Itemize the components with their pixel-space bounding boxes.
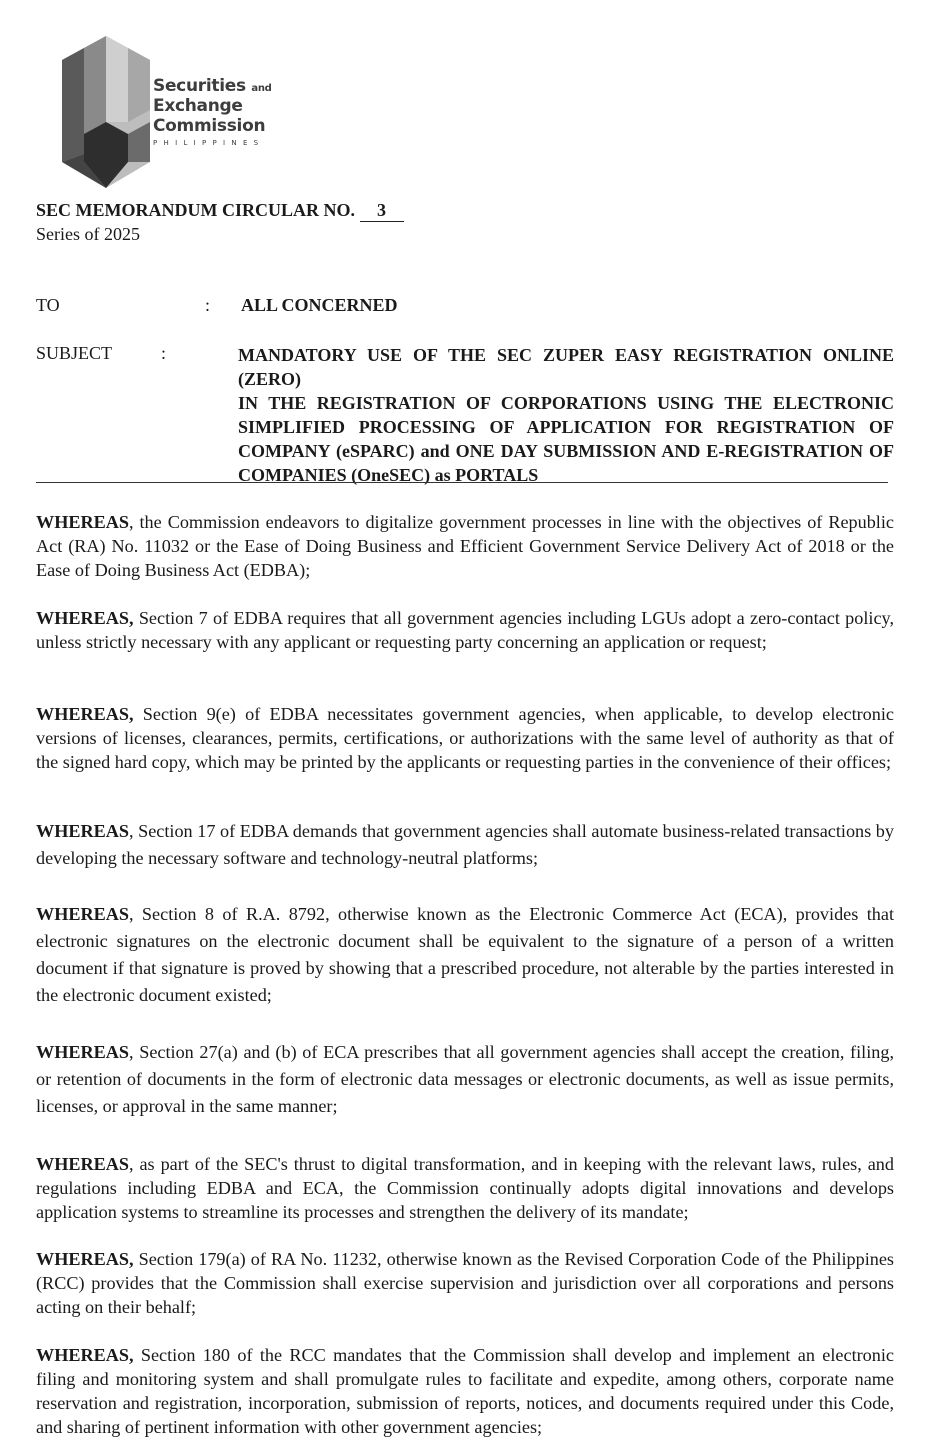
paragraph-text: , Section 27(a) and (b) of ECA prescribes that all government agencies shall accept the creation, filing, or retention of documents in the form of electronic data messages or electronic documents, as well as issue permits, licenses, or approval in the same manner; <box>36 1042 894 1116</box>
subject-line: IN THE REGISTRATION OF CORPORATIONS USING THE ELECTRONIC <box>238 393 894 413</box>
whereas-paragraph-7 <box>36 1152 894 1224</box>
subject-value <box>238 343 894 487</box>
logo-line-country: PHILIPPINES <box>153 139 265 147</box>
paragraph-text: Section 180 of the RCC mandates that the Commission shall develop and implement an electronic filing and monitoring system and shall promulgate rules to facilitate and expedite, among others, corporate name reservation and registration, incorporation, submission of reports, notices, and documents required under this Code, and sharing of pertinent information with other government agencies; <box>36 1345 894 1437</box>
paragraph-text: Section 7 of EDBA requires that all government agencies including LGUs adopt a zero-contact policy, unless strictly necessary with any applicant or requesting party concerning an application or request; <box>36 608 894 652</box>
subject-colon: : <box>161 343 167 363</box>
whereas-keyword: WHEREAS <box>36 1154 129 1174</box>
subject-line: COMPANIES (OneSEC) as PORTALS <box>238 465 539 485</box>
paragraph-text: , Section 8 of R.A. 8792, otherwise known as the Electronic Commerce Act (ECA), provides that electronic signatures on the electronic document shall be equivalent to the signature of a person of a written document if that signature is proved by showing that a prescribed procedure, not alterable by the parties interested in the electronic document existed; <box>36 904 894 1005</box>
logo-line-and: and <box>251 83 272 94</box>
whereas-paragraph-1 <box>36 510 894 582</box>
logo-line-securities: Securities <box>153 76 246 96</box>
paragraph-text: Section 179(a) of RA No. 11232, otherwise known as the Revised Corporation Code of the Philippines (RCC) provides that the Commission shall exercise supervision and jurisdiction over all corporations and persons acting on their behalf; <box>36 1249 894 1317</box>
sec-logo-text <box>153 78 272 147</box>
paragraph-text: , as part of the SEC's thrust to digital transformation, and in keeping with the relevant laws, rules, and regulations including EDBA and ECA, the Commission continually adopts digital innovations and develops application systems to streamline its processes and strengthen the delivery of its mandate; <box>36 1154 894 1222</box>
circular-series: Series of 2025 <box>36 224 140 244</box>
whereas-paragraph-2 <box>36 606 894 654</box>
circular-title <box>36 200 404 222</box>
whereas-paragraph-3 <box>36 702 894 774</box>
whereas-keyword: WHEREAS, <box>36 704 134 724</box>
subject-line: MANDATORY USE OF THE SEC ZUPER EASY REGISTRATION ONLINE (ZERO) <box>238 345 894 389</box>
sec-logo <box>56 36 296 191</box>
whereas-keyword: WHEREAS, <box>36 608 134 628</box>
subject-line: COMPANY (eSPARC) and ONE DAY SUBMISSION AND E-REGISTRATION OF <box>238 441 894 461</box>
whereas-keyword: WHEREAS <box>36 512 129 532</box>
whereas-paragraph-6 <box>36 1039 894 1120</box>
whereas-keyword: WHEREAS, <box>36 1249 134 1269</box>
whereas-keyword: WHEREAS <box>36 904 129 924</box>
to-colon: : <box>205 295 211 315</box>
paragraph-text: , Section 17 of EDBA demands that government agencies shall automate business-related transactions by developing the necessary software and technology-neutral platforms; <box>36 821 894 868</box>
subject-line: SIMPLIFIED PROCESSING OF APPLICATION FOR REGISTRATION OF <box>238 417 894 437</box>
to-value: ALL CONCERNED <box>241 295 398 315</box>
whereas-paragraph-9 <box>36 1343 894 1439</box>
whereas-keyword: WHEREAS <box>36 1042 129 1062</box>
circular-label: SEC MEMORANDUM CIRCULAR NO. <box>36 200 355 220</box>
paragraph-text: , the Commission endeavors to digitalize government processes in line with the objectives of Republic Act (RA) No. 11032 or the Ease of Doing Business and Efficient Government Service Delivery Act of 2018 or the Ease of Doing Business Act (EDBA); <box>36 512 894 580</box>
paragraph-text: Section 9(e) of EDBA necessitates government agencies, when applicable, to develop electronic versions of licenses, clearances, permits, certifications, or authorizations with the same level of authority as that of the signed hard copy, which may be printed by the applicants or requesting parties in the convenience of their offices; <box>36 704 894 772</box>
logo-line-commission: Commission <box>153 116 266 136</box>
to-label: TO <box>36 295 60 315</box>
subject-label: SUBJECT <box>36 343 113 363</box>
whereas-paragraph-8 <box>36 1247 894 1319</box>
circular-number: 3 <box>360 200 404 222</box>
whereas-keyword: WHEREAS, <box>36 1345 134 1365</box>
header-divider <box>36 482 888 483</box>
whereas-keyword: WHEREAS <box>36 821 129 841</box>
whereas-paragraph-5 <box>36 901 894 1009</box>
logo-line-exchange: Exchange <box>153 96 243 116</box>
whereas-paragraph-4 <box>36 818 894 872</box>
sec-logo-emblem-icon <box>56 36 156 191</box>
